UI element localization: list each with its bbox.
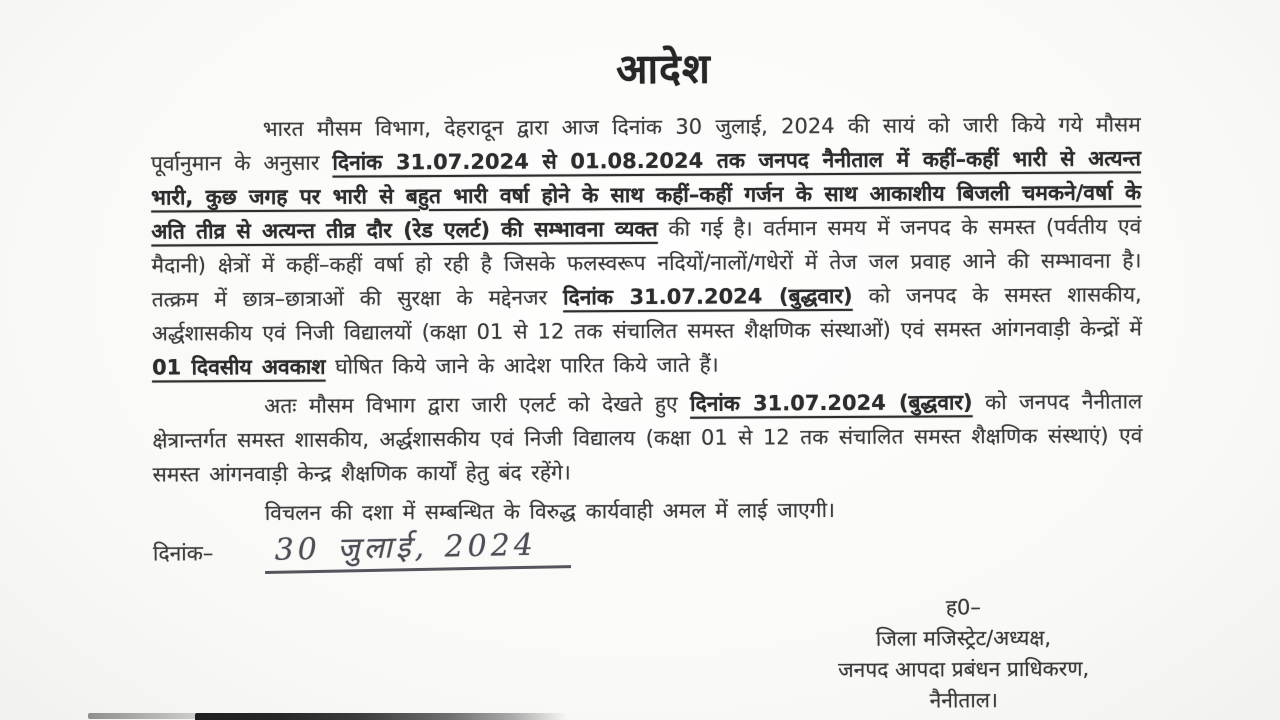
signatory-district: नैनीताल। [929, 688, 999, 713]
scan-smudge-artifact [88, 713, 198, 719]
cut-off-next-line-bar [195, 713, 567, 720]
date-label: दिनांक– [152, 541, 214, 566]
document-title: आदेश [616, 44, 711, 94]
para2-closure-scope-text: को जनपद नैनीताल क्षेत्रान्तर्गत समस्त शासकीय, अर्द्धशासकीय एवं निजी विद्यालय (कक्षा 01 से 12 तक संचालित समस्त शैक्षणिक संस्थाएं) एवं समस्त आंगनवाड़ी केन्द्र शैक्षणिक कार्यों हेतु बंद रहेंगे। [152, 389, 1143, 487]
document-body [151, 107, 1143, 574]
para2-closure-date-underlined: दिनांक 31.07.2024 (बुद्धवार) [690, 390, 973, 416]
para2-intro-text: अतः मौसम विभाग द्वारा जारी एलर्ट को देखते हुए [264, 391, 691, 418]
handwritten-date: 30 जुलाई, 2024 [265, 528, 572, 574]
para1-alert-period-underlined: दिनांक 31.07.2024 से 01.08.2024 तक जनपद नैनीताल में कहीं–कहीं भारी से अत्यन्त भारी, कुछ जगह पर भारी से बहुत भारी वर्षा होने के साथ कहीं–कहीं गर्जन के साथ आकाशीय बिजली चमकने/वर्षा के अति तीव्र से अत्यन्त तीव्र दौर (रेड एलर्ट) की सम्भावना व्यक्त [151, 146, 1142, 244]
para1-holiday-date-underlined: दिनांक 31.07.2024 (बुद्धवार) [563, 283, 853, 310]
signature-abbreviation: ह0– [945, 595, 981, 620]
signature-block [804, 591, 1123, 717]
para1-current-situation-text: की गई है। वर्तमान समय में जनपद के समस्त (पर्वतीय एवं मैदानी) क्षेत्रों में कहीं–कहीं वर्षा हो रही है जिसके फलस्वरूप नदियों/नालों/गधेरों में तेज जल प्रवाह आने की सम्भावना है। तत्क्रम में छात्र–छात्राओं की सुरक्षा के मद्देनजर [151, 214, 1142, 312]
para1-order-passed-text: घोषित किये जाने के आदेश पारित किये जाते हैं। [325, 352, 719, 379]
date-line [153, 529, 1143, 574]
para1-one-day-holiday-underlined: 01 दिवसीय अवकाश [151, 354, 326, 380]
paragraph-violation-warning: विचलन की दशा में सम्बन्धित के विरुद्ध कार्यवाही अमल में लाई जाएगी। [264, 497, 836, 525]
paragraph-forecast-and-holiday-order [151, 107, 1142, 384]
paragraph-closure-directive [152, 384, 1143, 491]
para1-schools-scope-text: को जनपद के समस्त शासकीय, अर्द्धशासकीय एवं निजी विद्यालयों (कक्षा 01 से 12 तक संचालित समस्त शैक्षणिक संस्थाओं) एवं समस्त आंगनवाड़ी केन्द्रों में [151, 282, 1142, 346]
signatory-authority: जनपद आपदा प्रबंधन प्राधिकरण, [837, 656, 1090, 682]
para1-intro-text: भारत मौसम विभाग, देहरादून द्वारा आज दिनांक 30 जुलाई, 2024 की सायं को जारी किये गये मौसम पूर्वानुमान के अनुसार [150, 112, 1141, 176]
signatory-designation: जिला मजिस्ट्रेट/अध्यक्ष, [875, 625, 1052, 651]
